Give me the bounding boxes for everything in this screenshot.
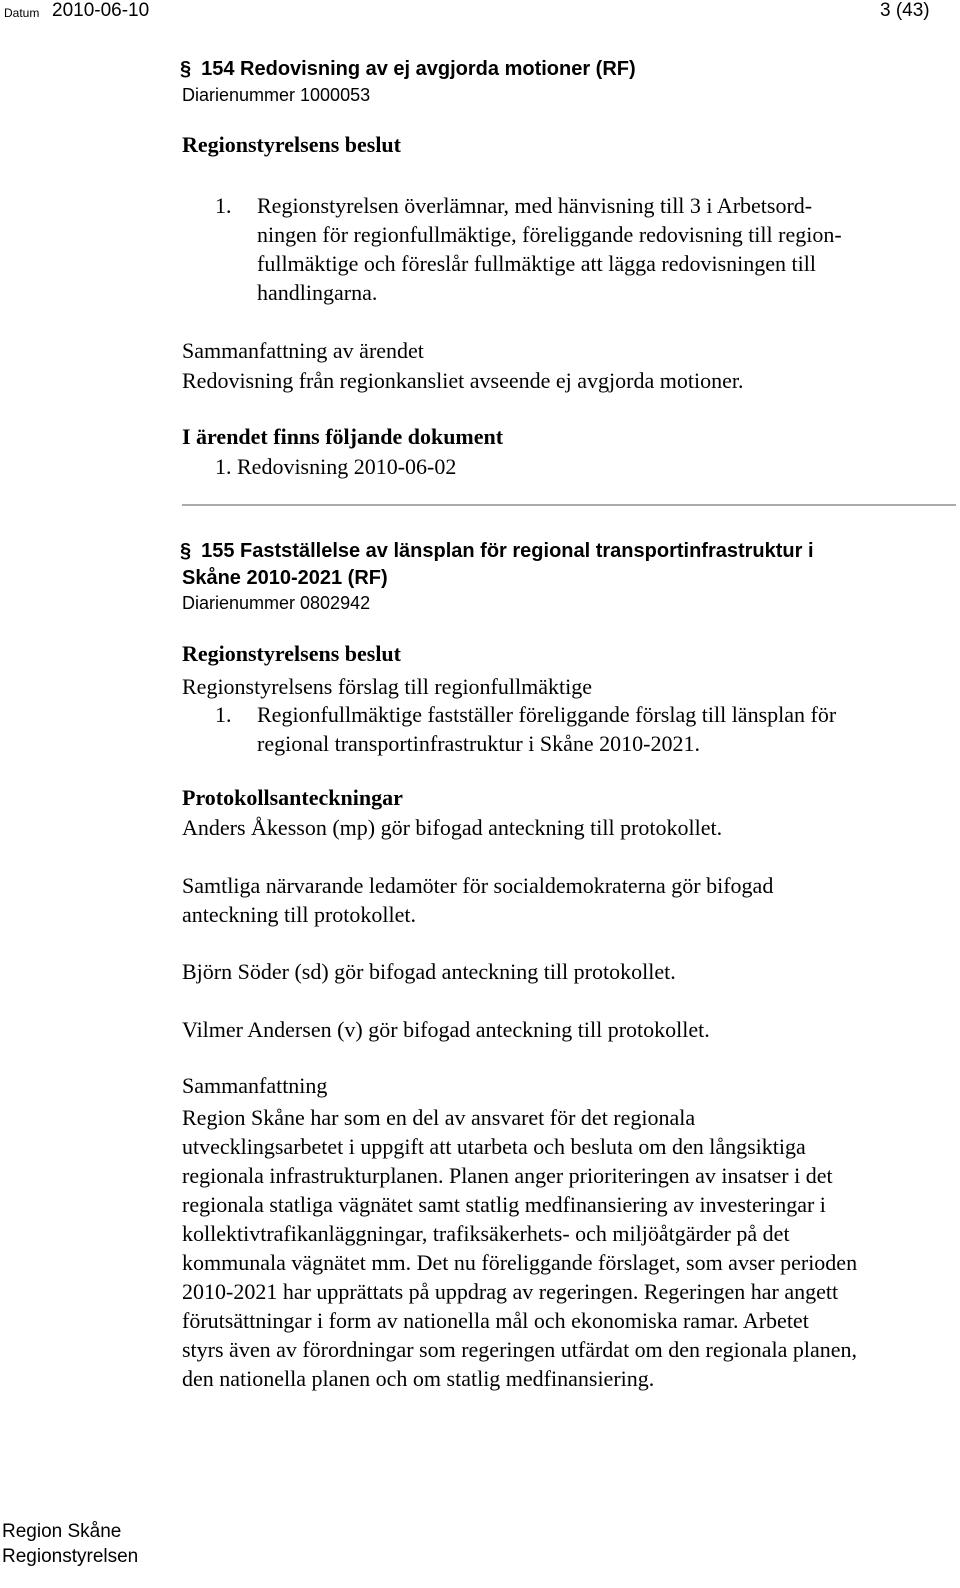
section-155-title-line1: 155 Fastställelse av länsplan för regional transportinfrastruktur i bbox=[201, 540, 814, 562]
document-date: 2010-06-10 bbox=[52, 0, 150, 21]
section-154-beslut-text bbox=[257, 191, 957, 307]
section-154-title-text: 154 Redovisning av ej avgjorda motioner (RF) bbox=[201, 58, 636, 80]
footer-department: Regionstyrelsen bbox=[2, 1546, 139, 1567]
protokoll-note-4: Vilmer Andersen (v) gör bifogad anteckning till protokollet. bbox=[182, 1017, 710, 1042]
text-line: anteckning till protokollet. bbox=[182, 902, 417, 927]
footer-organization: Region Skåne bbox=[2, 1521, 122, 1542]
section-155-forslag-text: Regionstyrelsens förslag till regionfullmäktige bbox=[182, 674, 592, 699]
section-155-sammanfattning-heading: Sammanfattning bbox=[182, 1073, 328, 1098]
section-154-dokument-heading: I ärendet finns följande dokument bbox=[182, 424, 504, 449]
text-line: Region Skåne har som en del av ansvaret för det regionala bbox=[182, 1105, 696, 1130]
text-line: regionala infrastrukturplanen. Planen anger prioriteringen av insatser i det bbox=[182, 1163, 833, 1188]
list-number: 1. bbox=[215, 702, 232, 727]
protokoll-heading: Protokollsanteckningar bbox=[182, 785, 403, 810]
section-154-diarienummer: Diarienummer 1000053 bbox=[182, 85, 371, 105]
section-155-title bbox=[180, 540, 814, 563]
text-line: fullmäktige och föreslår fullmäktige att lägga redovisningen till bbox=[257, 251, 817, 276]
text-line: Regionfullmäktige fastställer föreliggande förslag till länsplan för bbox=[257, 702, 837, 727]
text-line: utvecklingsarbetet i uppgift att utarbeta och besluta om den långsiktiga bbox=[182, 1134, 806, 1159]
paragraph-sign: § bbox=[180, 58, 192, 80]
text-line: den nationella planen och om statlig medfinansiering. bbox=[182, 1366, 655, 1391]
section-divider bbox=[182, 504, 956, 506]
section-155-beslut-text bbox=[257, 700, 957, 758]
protokoll-note-3: Björn Söder (sd) gör bifogad anteckning till protokollet. bbox=[182, 959, 676, 984]
text-line: ningen för regionfullmäktige, föreliggande redovisning till region- bbox=[257, 222, 842, 247]
text-line: Samtliga närvarande ledamöter för socialdemokraterna gör bifogad bbox=[182, 873, 774, 898]
section-154-sammanfattning-text: Redovisning från regionkansliet avseende ej avgjorda motioner. bbox=[182, 368, 744, 393]
text-line: regional transportinfrastruktur i Skåne 2010-2021. bbox=[257, 731, 700, 756]
text-line: kommunala vägnätet mm. Det nu föreliggande förslaget, som avser perioden bbox=[182, 1250, 858, 1275]
page-number: 3 (43) bbox=[880, 0, 930, 21]
section-155-sammanfattning-text bbox=[182, 1103, 952, 1393]
datum-label: Datum bbox=[4, 6, 40, 20]
text-line: förutsättningar i form av nationella mål och ekonomiska ramar. Arbetet bbox=[182, 1308, 809, 1333]
section-154-dokument-item: 1. Redovisning 2010-06-02 bbox=[215, 454, 457, 479]
list-number: 1. bbox=[215, 193, 232, 218]
text-line: regionala statliga vägnätet samt statlig medfinansiering av investeringar i bbox=[182, 1192, 826, 1217]
paragraph-sign: § bbox=[180, 540, 192, 562]
section-155-diarienummer: Diarienummer 0802942 bbox=[182, 593, 371, 613]
text-line: styrs även av förordningar som regeringen utfärdat om den regionala planen, bbox=[182, 1337, 858, 1362]
text-line: handlingarna. bbox=[257, 280, 378, 305]
section-154-title bbox=[180, 58, 636, 81]
protokoll-note-2 bbox=[182, 871, 952, 929]
text-line: kollektivtrafikanläggningar, trafiksäkerhets- och miljöåtgärder på det bbox=[182, 1221, 790, 1246]
text-line: 2010-2021 har upprättats på uppdrag av regeringen. Regeringen har angett bbox=[182, 1279, 839, 1304]
section-155-beslut-heading: Regionstyrelsens beslut bbox=[182, 641, 401, 666]
section-154-sammanfattning-heading: Sammanfattning av ärendet bbox=[182, 338, 424, 363]
section-155-title-line2: Skåne 2010-2021 (RF) bbox=[182, 567, 388, 589]
protokoll-note-1: Anders Åkesson (mp) gör bifogad anteckning till protokollet. bbox=[182, 815, 723, 840]
text-line: Regionstyrelsen överlämnar, med hänvisning till 3 i Arbetsord- bbox=[257, 193, 813, 218]
section-154-beslut-heading: Regionstyrelsens beslut bbox=[182, 132, 401, 157]
